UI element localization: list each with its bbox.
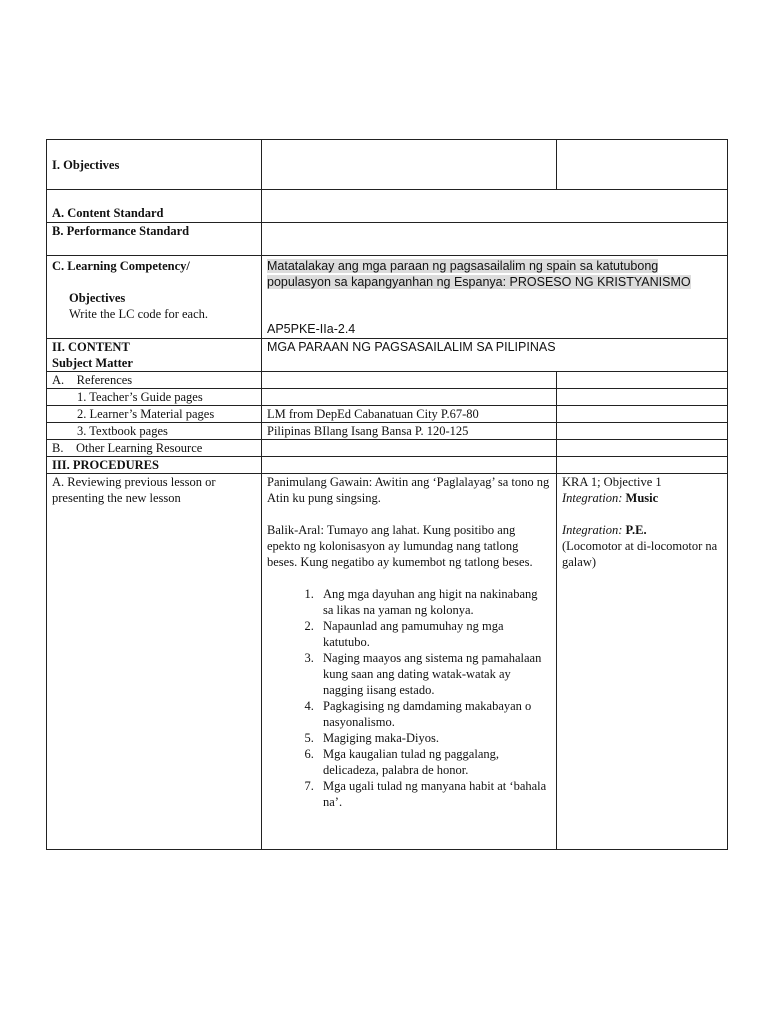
content-standard-row	[47, 190, 728, 223]
learning-competency-text-line1: Matatalakay ang mga paraan ng pagsasailalim ng spain sa katutubong	[267, 259, 659, 273]
teachers-guide-label: 1. Teacher’s Guide pages	[47, 389, 262, 406]
performance-standard-row	[47, 223, 728, 256]
procedures-label: III. PROCEDURES	[47, 457, 262, 474]
lc-code-instruction: Write the LC code for each.	[69, 307, 209, 321]
integration-label: Integration:	[562, 523, 623, 537]
balik-aral-statements	[267, 586, 551, 810]
textbook-cell-3	[557, 423, 728, 440]
learners-material-value: LM from DepEd Cabanatuan City P.67-80	[262, 406, 557, 423]
references-cell-3	[557, 372, 728, 389]
learning-competency-label: C. Learning Competency/	[52, 259, 190, 273]
learners-material-cell-3	[557, 406, 728, 423]
references-label: A. References	[47, 372, 262, 389]
references-row	[47, 372, 728, 389]
integration-music	[562, 490, 722, 506]
references-cell-2	[262, 372, 557, 389]
teachers-guide-cell-3	[557, 389, 728, 406]
list-item: 2. Napaunlad ang pamumuhay ng mga katutubo.	[317, 618, 551, 650]
review-activities-cell	[262, 474, 557, 850]
integration-pe	[562, 522, 722, 538]
learning-competency-label-cell	[47, 256, 262, 339]
list-item: 6. Mga kaugalian tulad ng paggalang, delicadeza, palabra de honor.	[317, 746, 551, 778]
lc-code: AP5PKE-IIa-2.4	[267, 322, 356, 336]
content-standard-label: A. Content Standard	[47, 190, 262, 223]
procedures-row	[47, 457, 728, 474]
performance-standard-label: B. Performance Standard	[47, 223, 262, 256]
content-label: II. CONTENT	[52, 340, 130, 354]
content-row	[47, 339, 728, 372]
panimulang-gawain: Panimulang Gawain: Awitin ang ‘Paglalayag’ sa tono ng Atin ku pung singsing.	[267, 475, 550, 505]
objectives-sublabel: Objectives	[69, 291, 126, 305]
textbook-value: Pilipinas BIlang Isang Bansa P. 120-125	[262, 423, 557, 440]
content-standard-value	[262, 190, 728, 223]
objectives-cell-2	[262, 140, 557, 190]
learning-competency-text-line2: populasyon sa kapangyanhan ng Espanya: PROSESO NG KRISTYANISMO	[267, 275, 691, 289]
content-value: MGA PARAAN NG PAGSASAILALIM SA PILIPINAS	[262, 339, 728, 372]
performance-standard-value	[262, 223, 728, 256]
learners-material-label: 2. Learner’s Material pages	[47, 406, 262, 423]
review-label: A. Reviewing previous lesson or presenting the new lesson	[47, 474, 262, 850]
list-item: 3. Naging maayos ang sistema ng pamahalaan kung saan ang dating watak-watak ay nagging iisang estado.	[317, 650, 551, 698]
integration-note: (Locomotor at di-locomotor na galaw)	[562, 539, 718, 569]
content-label-cell	[47, 339, 262, 372]
list-item: 1. Ang mga dayuhan ang higit na nakinabang sa likas na yaman ng kolonya.	[317, 586, 551, 618]
lesson-plan-table	[46, 139, 728, 850]
objectives-row	[47, 140, 728, 190]
learning-competency-row	[47, 256, 728, 339]
list-item: 5. Magiging maka-Diyos.	[317, 730, 551, 746]
list-item: 4. Pagkagising ng damdaming makabayan o nasyonalismo.	[317, 698, 551, 730]
other-resource-label: B. Other Learning Resource	[47, 440, 262, 457]
review-row	[47, 474, 728, 850]
integration-pe-value: P.E.	[625, 523, 647, 537]
procedures-cell-3	[557, 457, 728, 474]
integration-music-value: Music	[625, 491, 659, 505]
teachers-guide-row	[47, 389, 728, 406]
procedures-cell-2	[262, 457, 557, 474]
learning-competency-value-cell	[262, 256, 728, 339]
integration-cell	[557, 474, 728, 850]
kra-objective: KRA 1; Objective 1	[562, 475, 662, 489]
textbook-label: 3. Textbook pages	[47, 423, 262, 440]
integration-label: Integration:	[562, 491, 623, 505]
other-resource-cell-3	[557, 440, 728, 457]
list-item: 7. Mga ugali tulad ng manyana habit at ‘bahala na’.	[317, 778, 551, 810]
learners-material-row	[47, 406, 728, 423]
other-resource-value	[262, 440, 557, 457]
balik-aral: Balik-Aral: Tumayo ang lahat. Kung positibo ang epekto ng kolonisasyon ay lumundag nang tatlong beses. Kung negatibo ay kumembot ng tatlong beses.	[267, 523, 533, 569]
objectives-cell-3	[557, 140, 728, 190]
objectives-label: I. Objectives	[47, 140, 262, 190]
subject-matter-label: Subject Matter	[52, 356, 133, 370]
textbook-row	[47, 423, 728, 440]
teachers-guide-value	[262, 389, 557, 406]
other-resource-row	[47, 440, 728, 457]
